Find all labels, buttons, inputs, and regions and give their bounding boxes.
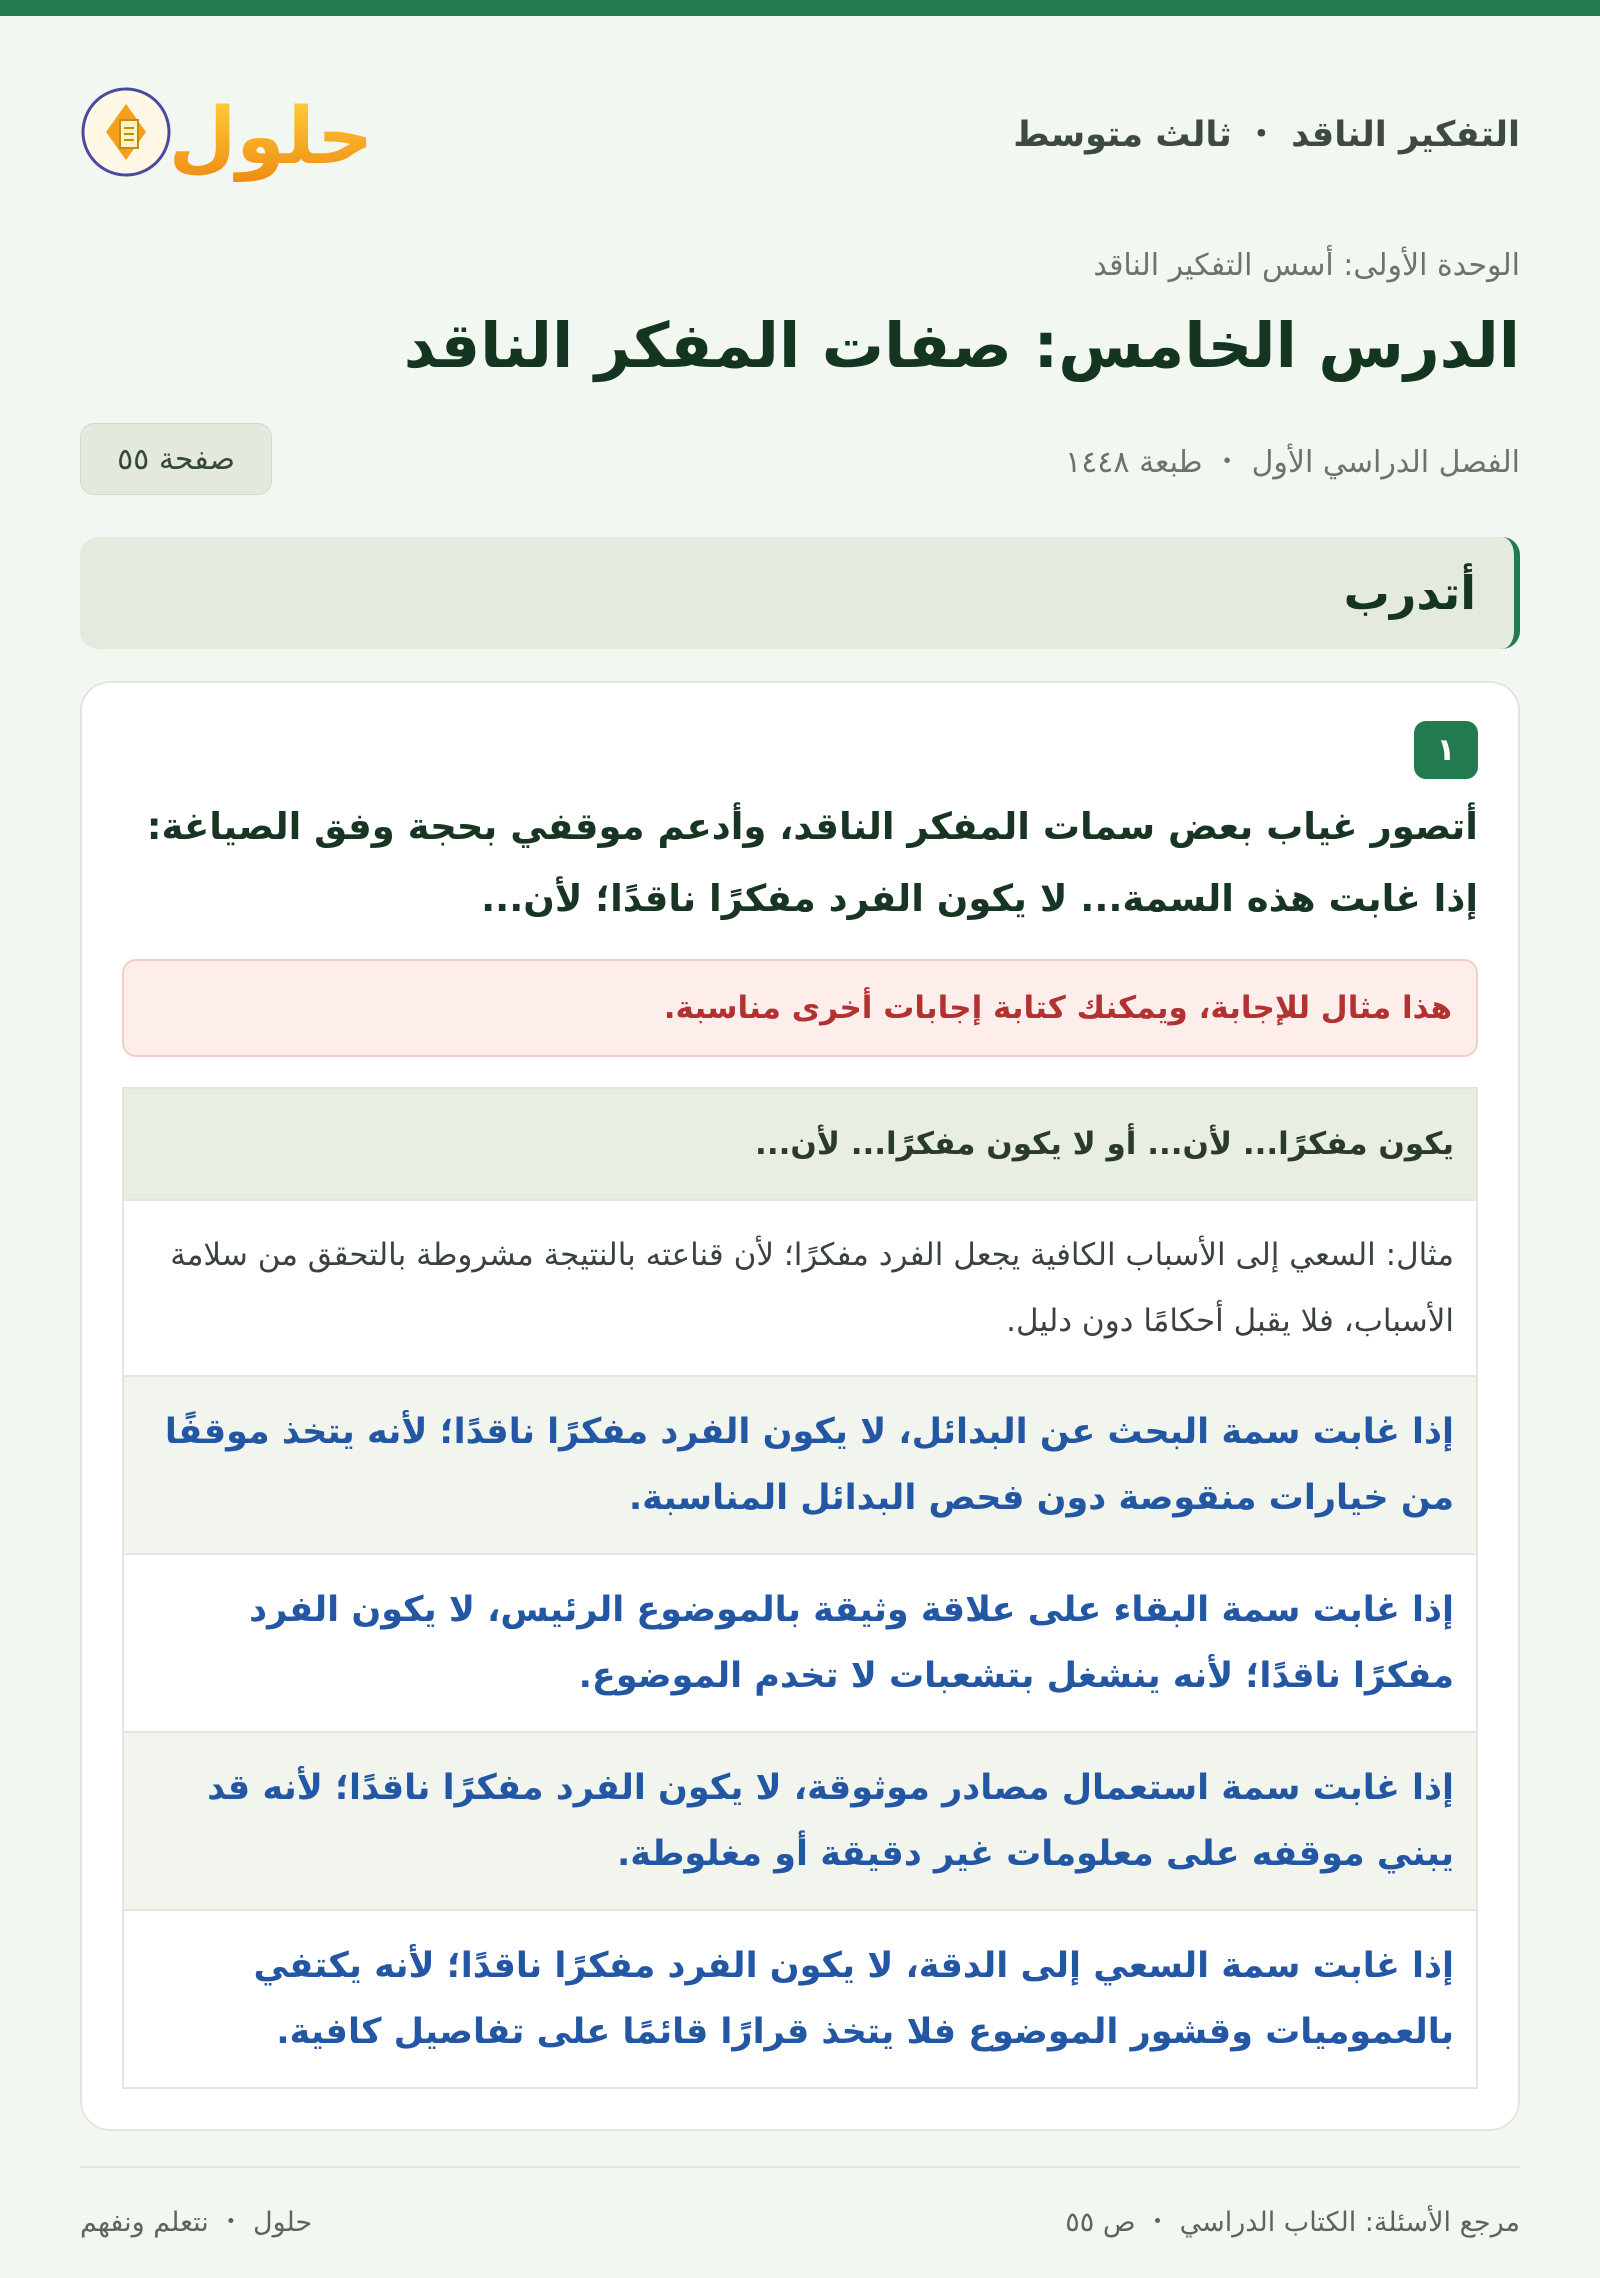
example-row [124,1199,1476,1375]
answer-note-text: هذا مثال للإجابة، ويمكنك كتابة إجابات أخرى مناسبة. [663,990,1452,1027]
answer-text: إذا غابت سمة البحث عن البدائل، لا يكون الفرد مفكرًا ناقدًا؛ لأنه يتخذ موقفًا من خيارات منقوصة دون فحص البدائل المناسبة. [164,1412,1454,1519]
page-footer [80,2166,1520,2239]
lesson-title: الدرس الخامس: صفات المفكر الناقد [403,309,1520,382]
answer-note [122,959,1478,1057]
answer-text: إذا غابت سمة السعي إلى الدقة، لا يكون الفرد مفكرًا ناقدًا؛ لأنه يكتفي بالعموميات وقشور الموضوع فلا يتخذ قرارًا قائمًا على تفاصيل كافية. [253,1946,1454,2053]
section-header [80,537,1520,649]
unit-label: الوحدة الأولى: أسس التفكير الناقد [1093,248,1520,283]
semester-edition: الفصل الدراسي الأول ・ طبعة ١٤٤٨ [1065,445,1520,481]
section-title: أتدرب [1343,566,1476,621]
exercise-question: أتصور غياب بعض سمات المفكر الناقد، وأدعم موقفي بحجة وفق الصياغة: إذا غابت هذه السمة... لا يكون الفرد مفكرًا ناقدًا؛ لأن... [146,805,1478,921]
footer-brand: حلول ・ نتعلم ونفهم [80,2207,313,2238]
answer-text: إذا غابت سمة البقاء على علاقة وثيقة بالموضوع الرئيس، لا يكون الفرد مفكرًا ناقدًا؛ لأنه ينشغل بتشعبات لا تخدم الموضوع. [249,1590,1454,1697]
answer-row [124,1731,1476,1909]
exercise-number-badge: ١ [1414,721,1478,779]
subject-title: التفكير الناقد ・ ثالث متوسط [1013,115,1520,155]
exercise-card [80,681,1520,2131]
logo-emblem-icon [80,86,172,178]
lesson-meta-row [80,423,1520,495]
answer-text: إذا غابت سمة استعمال مصادر موثوقة، لا يكون الفرد مفكرًا ناقدًا؛ لأنه قد يبني موقفه على معلومات غير دقيقة أو مغلوطة. [207,1768,1454,1875]
footer-reference: مرجع الأسئلة: الكتاب الدراسي ・ ص ٥٥ [1065,2207,1520,2238]
page-number-badge: صفحة ٥٥ [80,423,272,495]
answer-row [124,1909,1476,2087]
example-text: مثال: السعي إلى الأسباب الكافية يجعل الفرد مفكرًا؛ لأن قناعته بالنتيجة مشروطة بالتحقق من سلامة الأسباب، فلا يقبل أحكامًا دون دليل. [170,1237,1454,1340]
answers-table-header [124,1089,1476,1199]
answer-row [124,1375,1476,1553]
answers-table [122,1087,1478,2089]
brand-logo[interactable] [80,77,374,187]
answers-table-header-text: يكون مفكرًا... لأن... أو لا يكون مفكرًا... لأن... [755,1126,1454,1163]
page-header [80,16,1520,248]
logo-text: حلول [168,92,374,182]
answer-row [124,1553,1476,1731]
top-accent-bar [0,0,1600,16]
logo-wordmark [168,77,374,187]
